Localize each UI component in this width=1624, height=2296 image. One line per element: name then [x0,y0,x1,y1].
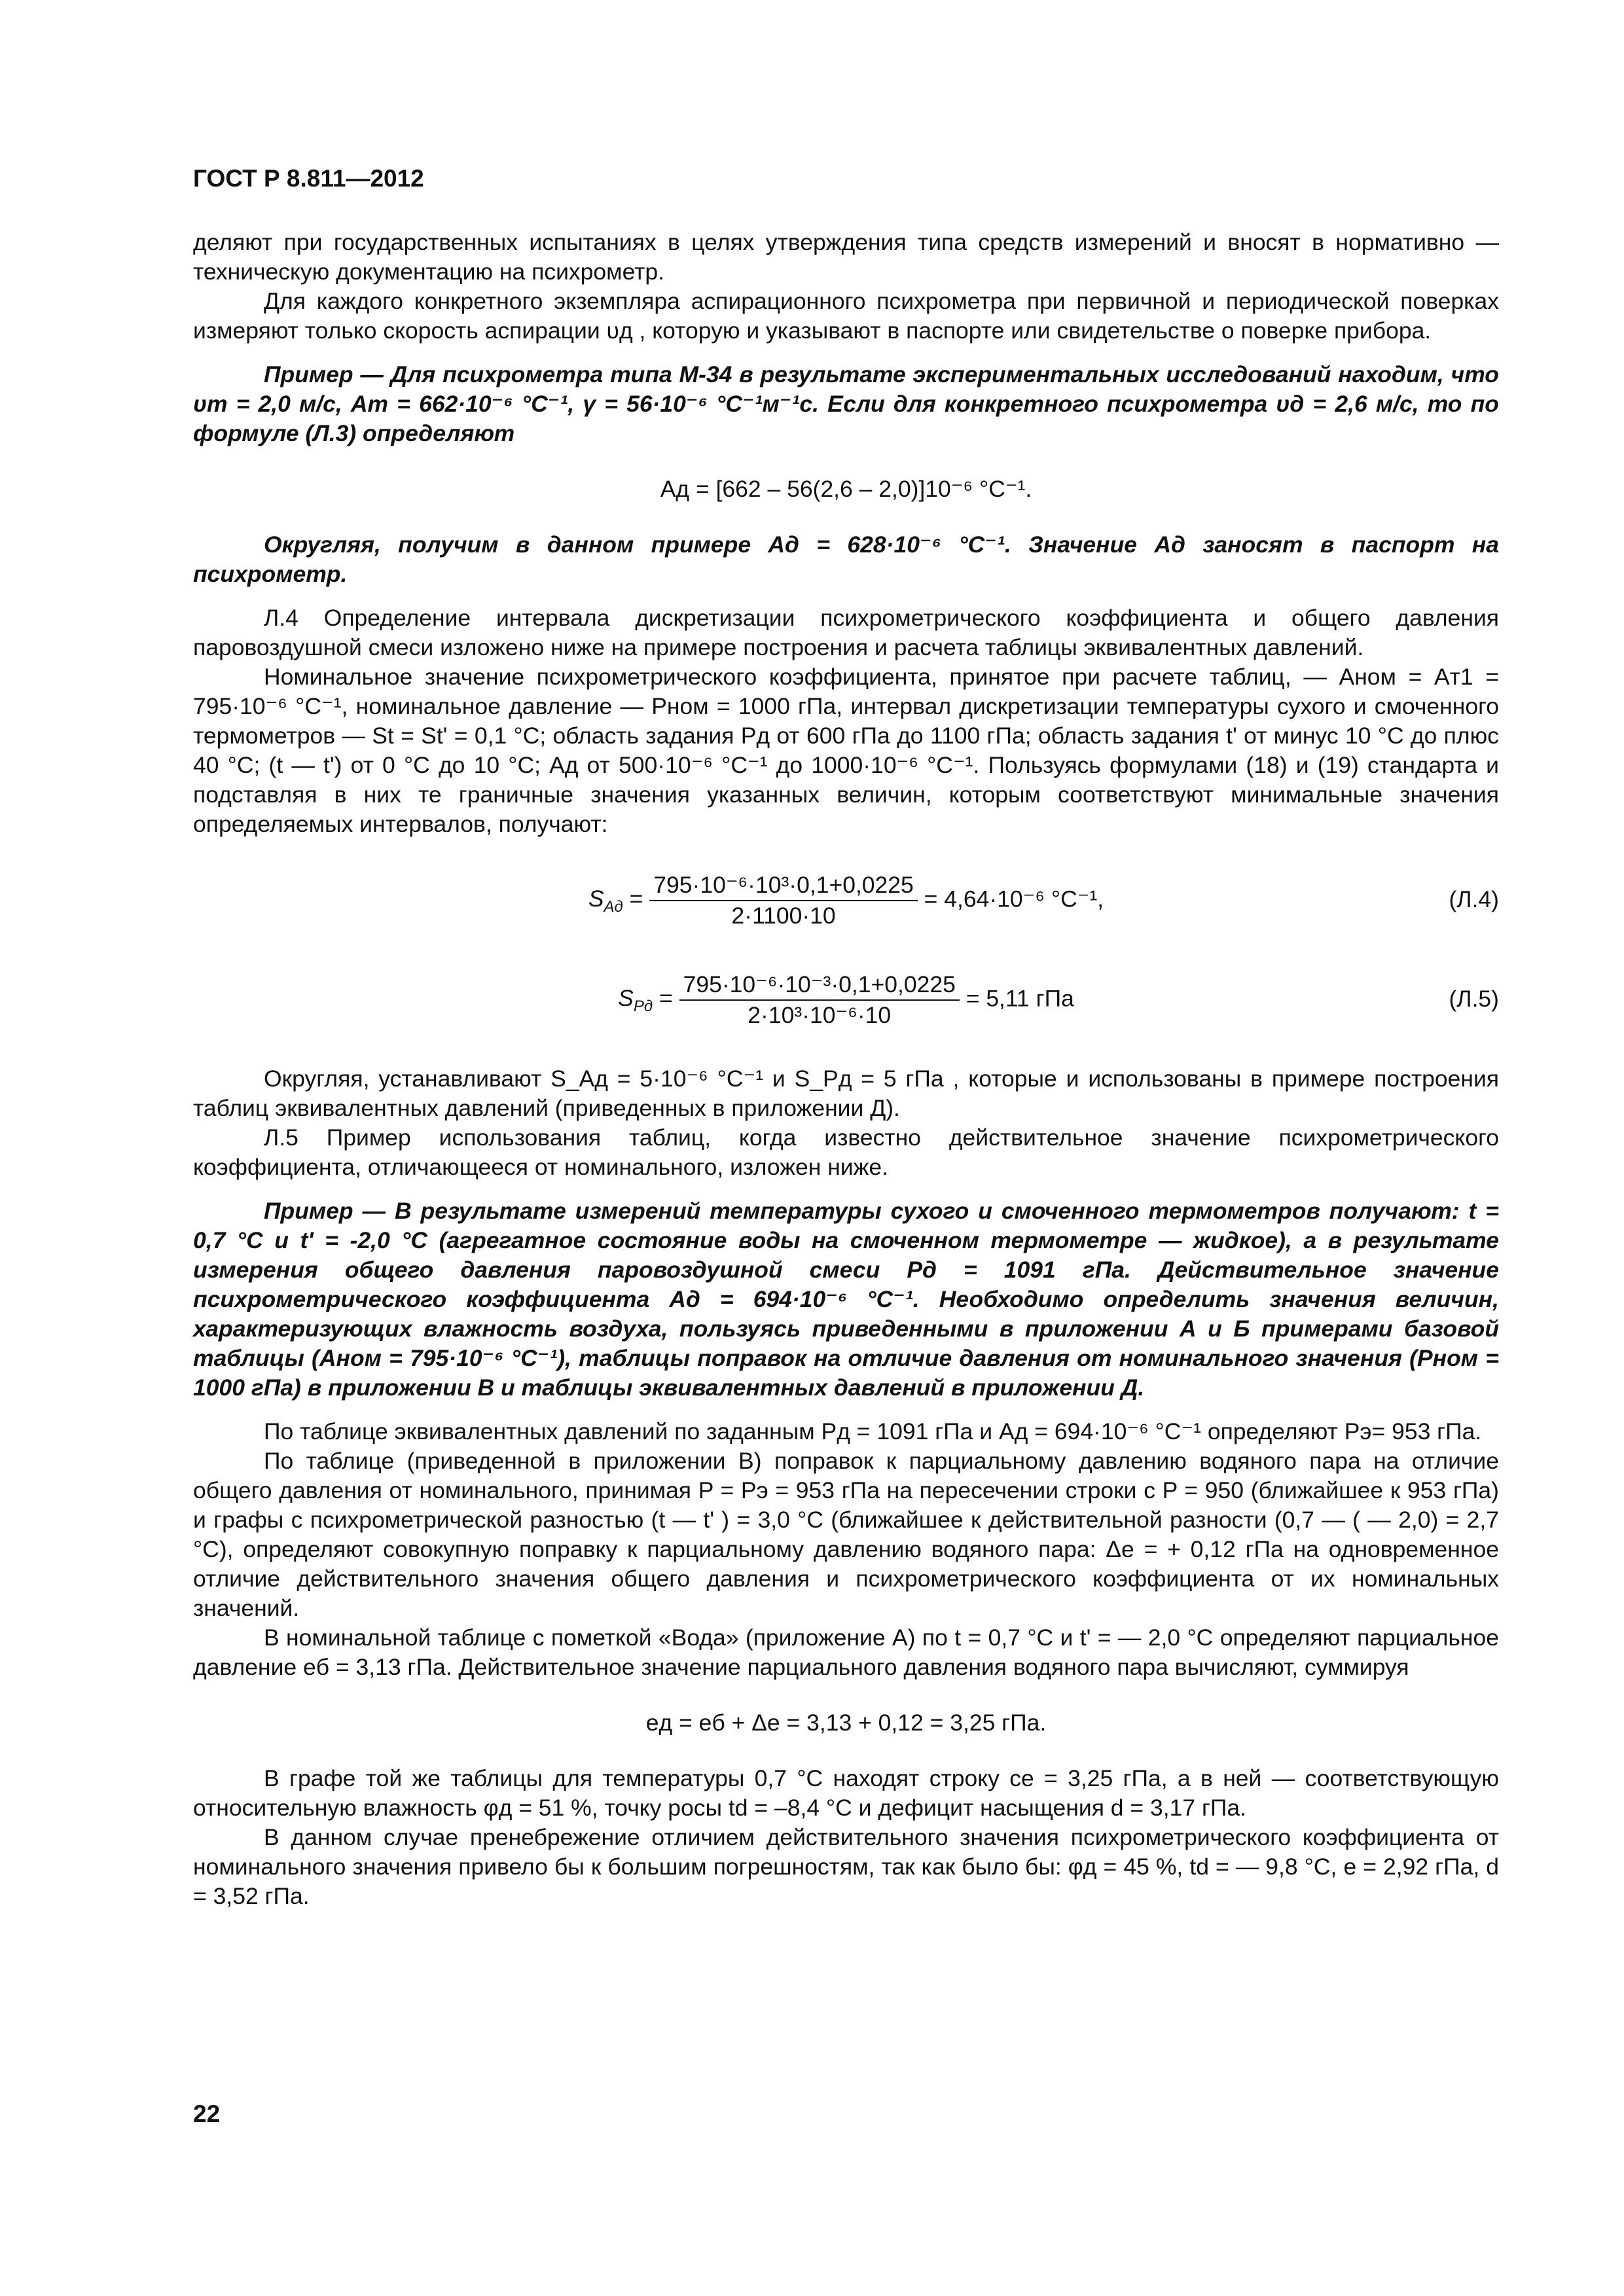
formula-a: Aд = [662 – 56(2,6 – 2,0)]10⁻⁶ °С⁻¹. [660,476,1032,502]
paragraph: Для каждого конкретного экземпляра аспирационного психрометра при первичной и периодической поверках измеряют только скорость аспирации υд , которую и указывают в паспорте или свидетельстве о поверке прибора. [193,288,1499,344]
equation-number: (Л.5) [1449,986,1499,1012]
formula-e: eд = eб + Δe = 3,13 + 0,12 = 3,25 гПа. [645,1710,1047,1736]
page-number: 22 [193,2100,221,2127]
document-page [193,0,1499,2296]
example-paragraph: Округляя, получим в данном примере Aд = 628·10⁻⁶ °С⁻¹. Значение Aд заносят в паспорт на психрометр. [193,531,1499,587]
eq-fraction [649,870,918,931]
paragraph: По таблице (приведенной в приложении В) поправок к парциальному давлению водяного пара на отличие общего давления от номинального, принимая P = Pэ = 953 гПа на пересечении строки с P = 950 (ближайшее к 953 гПа) и графы с психрометрической разностью (t — t' ) = 3,0 °С (ближайшее к действительной разности (0,7 — ( — 2,0) = 2,7 °С), определяют совокупную поправку к парциальному давлению водяного пара: Δe = + 0,12 гПа на одновременное отличие действительного значения общего давления и психрометрического коэффициента от их номинальных значений. [193,1448,1499,1621]
eq-denominator: 2·10³·10⁻⁶·10 [748,1002,892,1028]
example-paragraph: Пример — В результате измерений температуры сухого и смоченного термометров получают: t = 0,7 °С и t' = -2,0 °С (агрегатное состояние воды на смоченном термометре — жидкое), а в результате измерения общего давления паровоздушной смеси Pд = 1091 гПа. Действительное значение психрометрического коэффициента Aд = 694·10⁻⁶ °С⁻¹. Необходимо определить значения величин, характеризующих влажность воздуха, пользуясь приведенными в приложении А и Б примерами базовой таблицы (Aном = 795·10⁻⁶ °С⁻¹), таблицы поправок на отличие давления от номинального значения (Pном = 1000 гПа) в приложении В и таблицы эквивалентных давлений в приложении Д. [193,1198,1499,1401]
eq-numerator: 795·10⁻⁶·10⁻³·0,1+0,0225 [679,970,960,1001]
paragraph: В номинальной таблице с пометкой «Вода» (приложение А) по t = 0,7 °С и t' = — 2,0 °С определяют парциальное давление eб = 3,13 гПа. Действительное значение парциального давления водяного пара вычисляют, суммируя [193,1624,1499,1680]
eq-fraction [679,970,960,1030]
eq-numerator: 795·10⁻⁶·10³·0,1+0,0225 [649,870,918,901]
text-body [193,228,1499,1911]
equation-number: (Л.4) [1449,886,1499,912]
eq-result: = 5,11 гПа [965,985,1074,1012]
standard-header: ГОСТ Р 8.811—2012 [193,165,424,192]
paragraph: Округляя, устанавливают S_Aд = 5·10⁻⁶ °С⁻¹ и S_Pд = 5 гПа , которые и использованы в примере построения таблиц эквивалентных давлений (приведенных в приложении Д). [193,1066,1499,1121]
paragraph: Л.4 Определение интервала дискретизации психрометрического коэффициента и общего давления паровоздушной смеси изложено ниже на примере построения и расчета таблицы эквивалентных давлений. [193,605,1499,660]
paragraph: Номинальное значение психрометрического коэффициента, принятое при расчете таблиц, — Aном = Aт1 = 795·10⁻⁶ °С⁻¹, номинальное давление — Pном = 1000 гПа, интервал дискретизации температуры сухого и смоченного термометров — St = St' = 0,1 °С; область задания Pд от 600 гПа до 1100 гПа; область задания t' от минус 10 °С до плюс 40 °С; (t — t') от 0 °С до 10 °С; Aд от 500·10⁻⁶ °С⁻¹ до 1000·10⁻⁶ °С⁻¹. Пользуясь формулами (18) и (19) стандарта и подставляя в них те граничные значения указанных величин, которым соответствуют минимальные значения определяемых интервалов, получают: [193,664,1499,837]
eq-lhs: $S_{Pд}$ = [618,985,679,1016]
equation-l4 [193,865,1499,939]
paragraph: По таблице эквивалентных давлений по заданным Pд = 1091 гПа и Aд = 694·10⁻⁶ °С⁻¹ определяют Pэ= 953 гПа. [264,1418,1482,1444]
equation-l5 [193,965,1499,1038]
eq-denominator: 2·1100·10 [731,903,836,929]
paragraph: В графе той же таблицы для температуры 0,7 °С находят строку сe = 3,25 гПа, а в ней — соответствующую относительную влажность φд = 51 %, точку росы td = –8,4 °С и дефицит насыщения d = 3,17 гПа. [193,1765,1499,1821]
paragraph: Л.5 Пример использования таблиц, когда известно действительное значение психрометрического коэффициента, отличающееся от номинального, изложен ниже. [193,1124,1499,1180]
eq-lhs: $S_{Aд}$ = [588,886,650,916]
example-paragraph: Пример — Для психрометра типа М-34 в результате экспериментальных исследований находим, что υт = 2,0 м/с, Aт = 662·10⁻⁶ °С⁻¹, γ = 56·10⁻⁶ °С⁻¹м⁻¹с. Если для конкретного психрометра υд = 2,6 м/с, то по формуле (Л.3) определяют [193,361,1499,446]
eq-result: = 4,64·10⁻⁶ °С⁻¹, [924,886,1104,912]
paragraph: деляют при государственных испытаниях в целях утверждения типа средств измерений и вносят в нормативно — техническую документацию на психрометр. [193,229,1499,285]
paragraph: В данном случае пренебрежение отличием действительного значения психрометрического коэффициента от номинального значения привело бы к большим погрешностям, так как было бы: φд = 45 %, td = — 9,8 °С, e = 2,92 гПа, d = 3,52 гПа. [193,1824,1499,1909]
